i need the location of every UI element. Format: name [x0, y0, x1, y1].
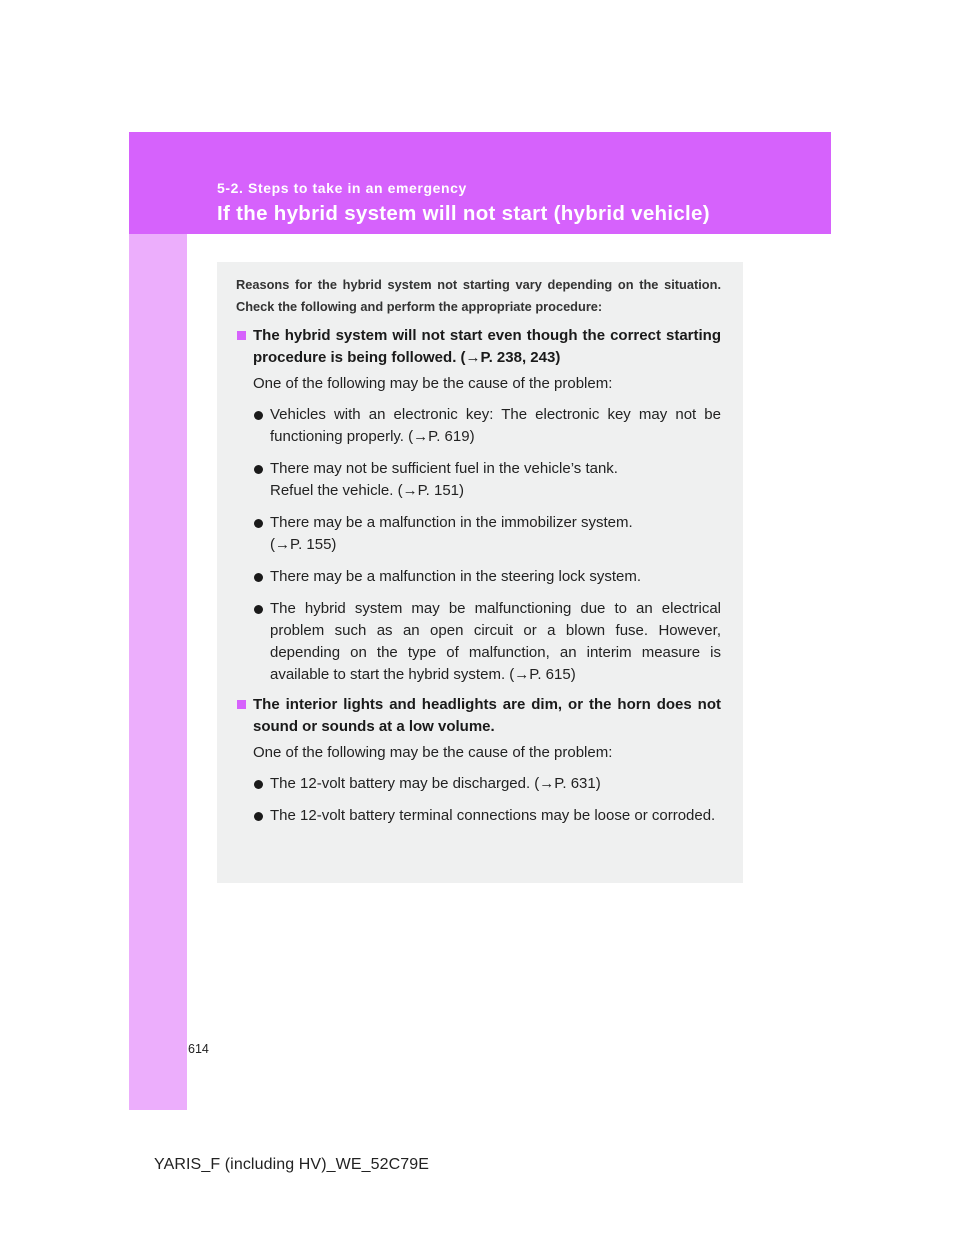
document-code: YARIS_F (including HV)_WE_52C79E	[154, 1156, 430, 1173]
list-item-text: The 12-volt battery may be discharged. (→P. 631)	[270, 775, 601, 792]
square-bullet-icon	[237, 331, 246, 340]
bullet-dot-icon	[254, 573, 263, 582]
list-item-text: The 12-volt battery terminal connections may be loose or corroded.	[270, 807, 716, 824]
bullet-dot-icon	[254, 411, 263, 420]
topic-heading-text: The interior lights and headlights are dim, or the horn does not sound or sounds at a low volume.	[253, 696, 721, 735]
list-item-text: The hybrid system may be malfunctioning due to an electrical problem such as an open circuit or a blown fuse. However, depending on the type of malfunction, an interim measure is available to start the hybrid system. (→P. 615)	[270, 600, 721, 683]
topic-heading-text: The hybrid system will not start even though the correct starting procedure is being followed. (→P. 238, 243)	[253, 327, 721, 366]
topic-hybrid-not-starting	[236, 325, 721, 686]
list-item	[253, 805, 721, 827]
square-bullet-icon	[237, 700, 246, 709]
cause-list	[253, 404, 721, 686]
header-band	[129, 132, 831, 234]
list-item-text: There may be a malfunction in the immobilizer system.	[270, 514, 633, 531]
list-item-text-continued: Refuel the vehicle. (→P. 151)	[270, 482, 464, 499]
list-item	[253, 458, 721, 502]
section-label: 5-2. Steps to take in an emergency	[217, 180, 467, 196]
content-box	[217, 262, 743, 883]
manual-page	[129, 132, 831, 1110]
list-item	[253, 512, 721, 556]
list-item-text: There may be a malfunction in the steering lock system.	[270, 568, 642, 585]
page-title: If the hybrid system will not start (hybrid vehicle)	[217, 202, 710, 225]
list-item	[253, 566, 721, 588]
side-tab	[129, 234, 187, 1110]
list-item-text: Vehicles with an electronic key: The electronic key may not be functioning properly. (→P. 619)	[270, 406, 721, 445]
bullet-dot-icon	[254, 780, 263, 789]
list-item-text: There may not be sufficient fuel in the vehicle’s tank.	[270, 460, 618, 477]
topic-heading	[236, 694, 721, 738]
page-number: 614	[188, 1042, 209, 1056]
intro-text: Reasons for the hybrid system not starting vary depending on the situation. Check the following and perform the appropriate procedure:	[236, 277, 721, 314]
bullet-dot-icon	[254, 605, 263, 614]
topic-heading	[236, 325, 721, 369]
cause-list	[253, 773, 721, 827]
list-item	[253, 404, 721, 448]
topic-lead: One of the following may be the cause of the problem:	[253, 375, 613, 392]
bullet-dot-icon	[254, 812, 263, 821]
list-item	[253, 598, 721, 686]
topic-dim-lights	[236, 694, 721, 827]
list-item-text-continued: (→P. 155)	[270, 536, 337, 553]
topic-lead: One of the following may be the cause of the problem:	[253, 744, 613, 761]
bullet-dot-icon	[254, 519, 263, 528]
bullet-dot-icon	[254, 465, 263, 474]
list-item	[253, 773, 721, 795]
